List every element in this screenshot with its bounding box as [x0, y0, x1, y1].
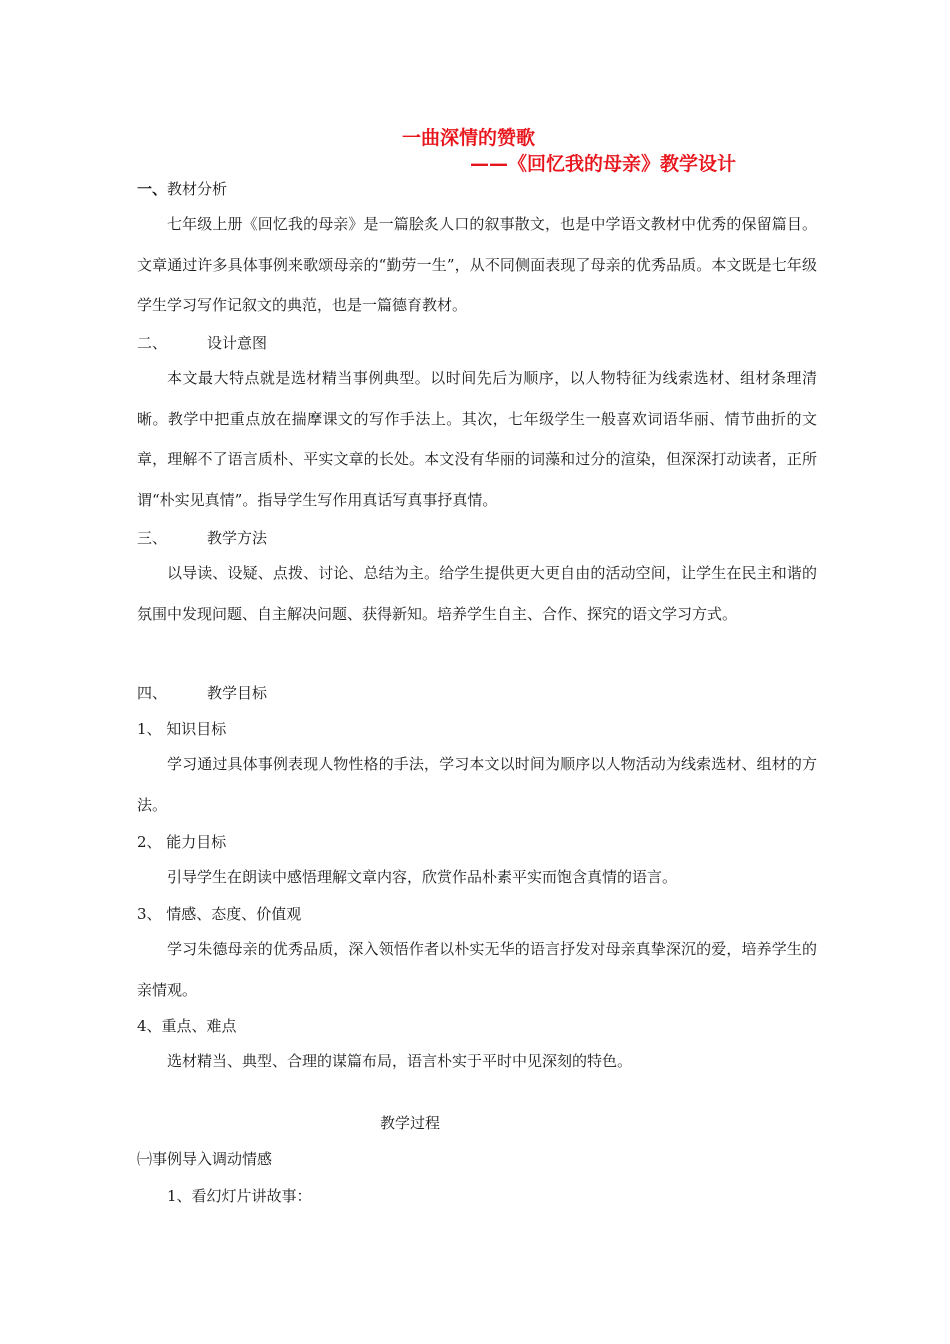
section-2-number: 二、 [137, 334, 168, 352]
section-3-heading [137, 528, 267, 548]
process-item-1: 1、看幻灯片讲故事： [167, 1187, 312, 1205]
section-2-body: 本文最大特点就是选材精当事例典型。以时间先后为顺序，以人物特征为线索选材、组材条理清晰。教学中把重点放在揣摩课文的写作手法上。其次，七年级学生一般喜欢词语华丽、情节曲折的文章，理解不了语言质朴、平实文章的长处。本文没有华丽的词藻和过分的渲染，但深深打动读者，正所谓“朴实见真情”。指导学生写作用真话写真事抒真情。 [137, 369, 817, 509]
goal-2-body: 引导学生在朗读中感悟理解文章内容，欣赏作品朴素平实而饱含真情的语言。 [167, 868, 678, 886]
section-1-heading [137, 179, 227, 199]
goal-1-heading: 1、 知识目标 [137, 720, 227, 738]
goal-3-body: 学习朱德母亲的优秀品质，深入领悟作者以朴实无华的语言抒发对母亲真挚深沉的爱，培养学生的亲情观。 [137, 940, 817, 999]
process-heading: 教学过程 [380, 1114, 441, 1132]
section-1-title: 教材分析 [167, 180, 228, 198]
goal-3-heading: 3、 情感、态度、价值观 [137, 905, 302, 923]
section-1-number: 一、 [137, 180, 168, 198]
section-3-title: 教学方法 [207, 529, 268, 547]
section-3-number: 三、 [137, 529, 168, 547]
section-1-body: 七年级上册《回忆我的母亲》是一篇脍炙人口的叙事散文，也是中学语文教材中优秀的保留篇目。文章通过许多具体事例来歌颂母亲的“勤劳一生”，从不同侧面表现了母亲的优秀品质。本文既是七年级学生学习写作记叙文的典范，也是一篇德育教材。 [137, 215, 817, 314]
section-3-body: 以导读、设疑、点拨、讨论、总结为主。给学生提供更大更自由的活动空间，让学生在民主和谐的氛围中发现问题、自主解决问题、获得新知。培养学生自主、合作、探究的语文学习方式。 [137, 564, 817, 623]
section-2-heading [137, 333, 267, 353]
section-4-number: 四、 [137, 684, 168, 702]
goal-2-heading: 2、 能力目标 [137, 833, 227, 851]
document-subtitle: ——《回忆我的母亲》教学设计 [470, 153, 737, 175]
section-2-title: 设计意图 [207, 334, 268, 352]
goal-1-body: 学习通过具体事例表现人物性格的手法，学习本文以时间为顺序以人物活动为线索选材、组材的方法。 [137, 755, 817, 814]
process-step-1: ㈠事例导入调动情感 [137, 1150, 273, 1168]
goal-4-heading: 4、重点、难点 [137, 1017, 237, 1035]
goal-4-body: 选材精当、典型、合理的谋篇布局，语言朴实于平时中见深刻的特色。 [167, 1052, 633, 1070]
document-title: 一曲深情的赞歌 [402, 127, 536, 149]
section-4-title: 教学目标 [207, 684, 268, 702]
section-4-heading [137, 683, 267, 703]
